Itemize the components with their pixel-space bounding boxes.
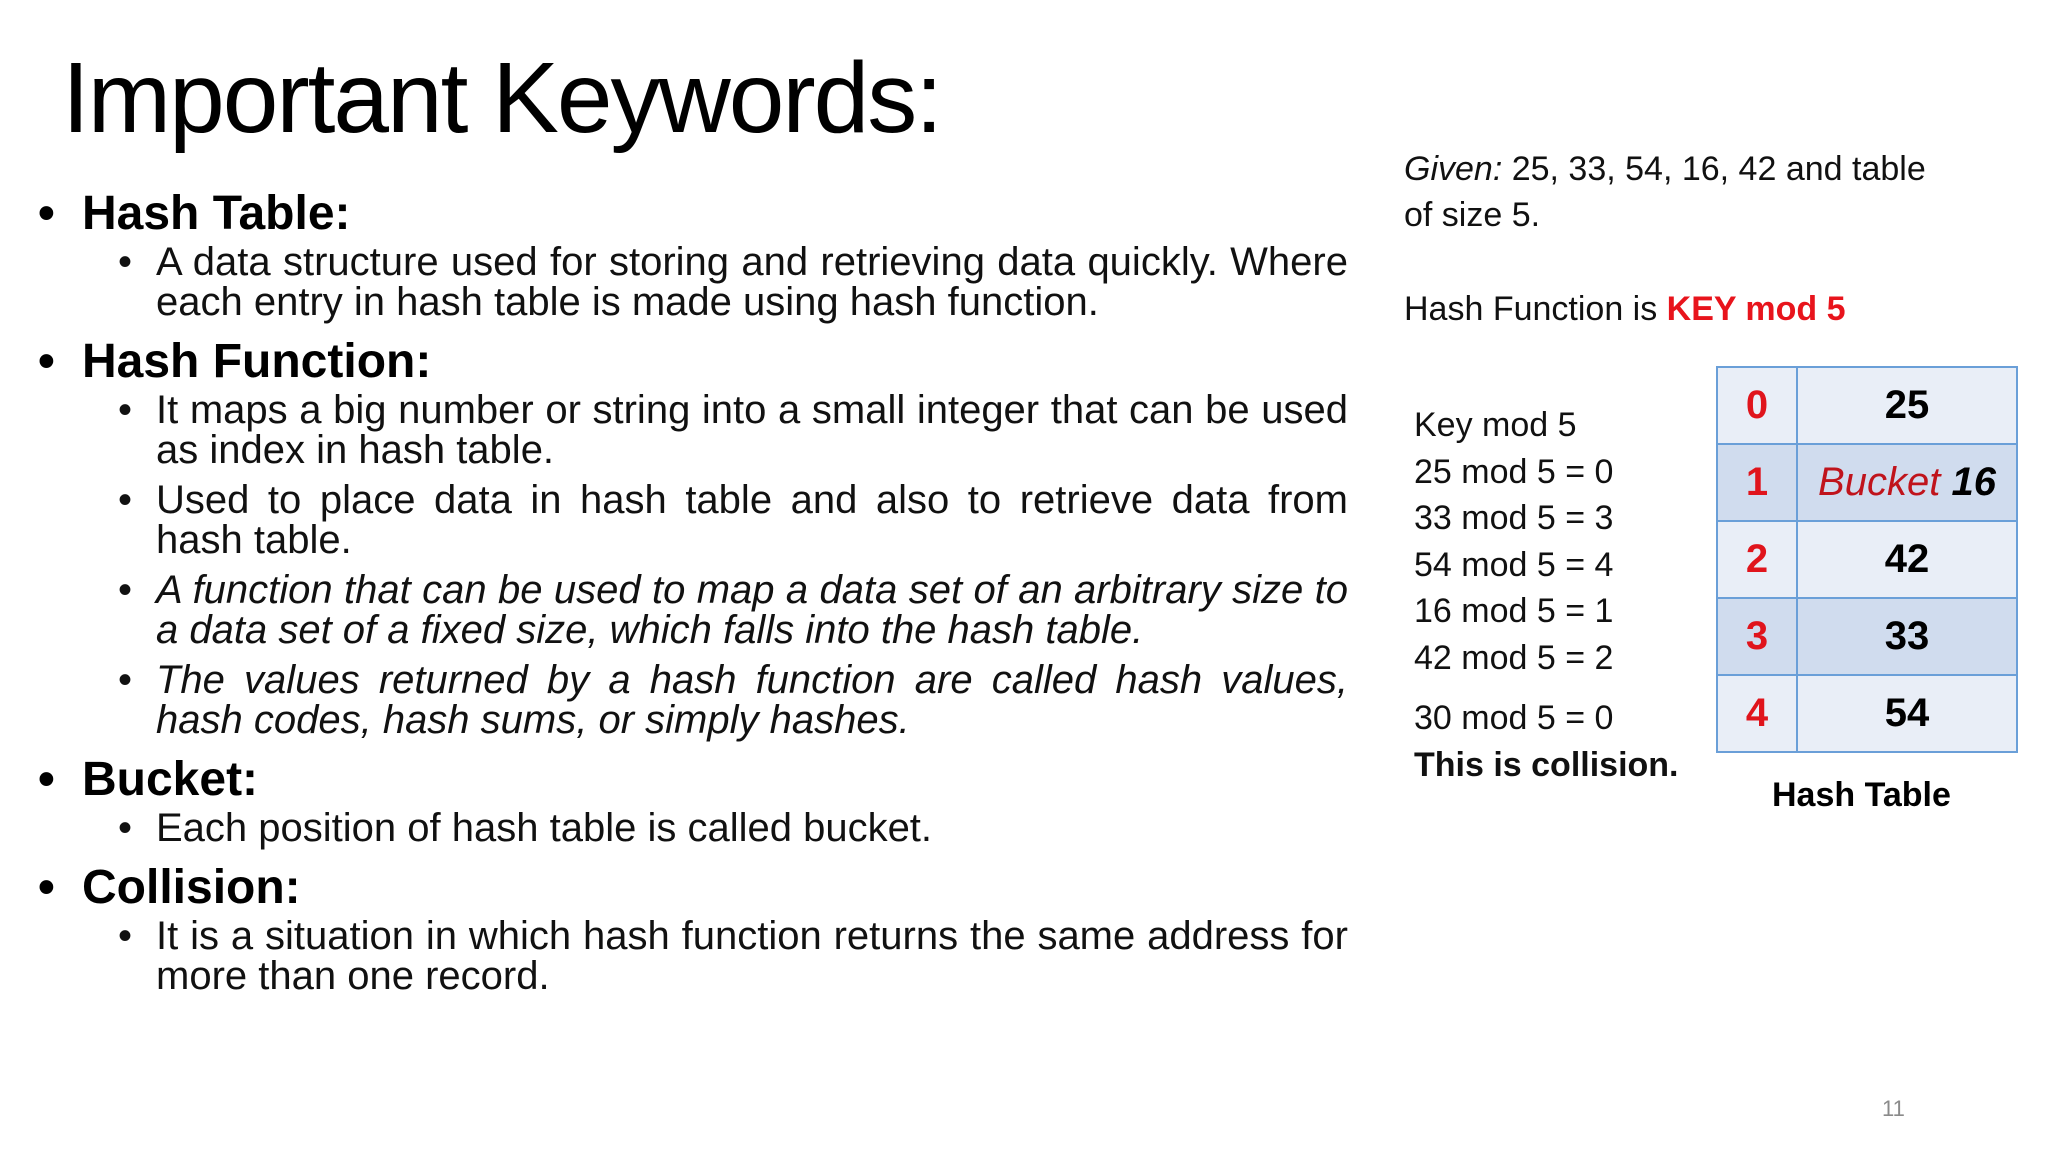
- calc-header: Key mod 5: [1414, 406, 1577, 444]
- example-panel: [1404, 146, 2004, 332]
- table-row: [1717, 675, 2017, 752]
- heading-collision: • Collision:: [38, 861, 301, 914]
- calc-line: 33 mod 5 = 3: [1414, 499, 1614, 537]
- bullet: •: [38, 187, 55, 240]
- table-row: [1717, 521, 2017, 598]
- list-item: • A data structure used for storing and retrieving data quickly. Where each entry in hash table is made using hash function.: [118, 240, 1348, 324]
- list-item: • Each position of hash table is called bucket.: [118, 806, 933, 850]
- table-row: [1717, 367, 2017, 444]
- list-item: • Used to place data in hash table and also to retrieve data from hash table.: [118, 478, 1348, 562]
- heading-hash-table: • Hash Table:: [38, 187, 351, 240]
- page-number: 11: [1882, 1096, 1905, 1121]
- hash-table: [1716, 366, 2018, 753]
- hash-table-caption: Hash Table: [1772, 776, 1951, 814]
- calc-line: 16 mod 5 = 1: [1414, 592, 1614, 630]
- list-item: • A function that can be used to map a data set of an arbitrary size to a data set of a fixed size, which falls into the hash table.: [118, 568, 1348, 652]
- list-item: • It maps a big number or string into a small integer that can be used as index in hash table.: [118, 388, 1348, 472]
- bucket-index: 4: [1717, 675, 1797, 752]
- slide-title: Important Keywords:: [62, 42, 942, 154]
- bucket-label: Bucket 16: [1797, 444, 2017, 521]
- bucket-value: 33: [1797, 598, 2017, 675]
- table-row: [1717, 598, 2017, 675]
- keyword-list: [38, 186, 1348, 996]
- table-row: [1717, 444, 2017, 521]
- calc-line: 42 mod 5 = 2: [1414, 638, 1614, 677]
- bucket-index: 1: [1717, 444, 1797, 521]
- list-item: • The values returned by a hash function are called hash values, hash codes, hash sums, or simply hashes.: [118, 658, 1348, 742]
- bucket-index: 0: [1717, 367, 1797, 444]
- hash-function-line: Hash Function is KEY mod 5: [1404, 290, 1846, 328]
- calc-line: 54 mod 5 = 4: [1414, 545, 1614, 584]
- heading-hash-function: • Hash Function:: [38, 335, 432, 388]
- given-text: Given: 25, 33, 54, 16, 42 and table of size 5.: [1404, 150, 1926, 234]
- bucket-index: 3: [1717, 598, 1797, 675]
- mod-calculations: [1414, 402, 1679, 788]
- calc-line: 25 mod 5 = 0: [1414, 452, 1614, 491]
- collision-note: This is collision.: [1414, 745, 1679, 784]
- collision-line: 30 mod 5 = 0: [1414, 699, 1614, 737]
- bucket-index: 2: [1717, 521, 1797, 598]
- bucket-value: 42: [1797, 521, 2017, 598]
- bucket-value: 54: [1797, 675, 2017, 752]
- bucket-value: 25: [1797, 367, 2017, 444]
- heading-bucket: • Bucket:: [38, 753, 259, 806]
- list-item: • It is a situation in which hash function returns the same address for more than one record.: [118, 914, 1348, 998]
